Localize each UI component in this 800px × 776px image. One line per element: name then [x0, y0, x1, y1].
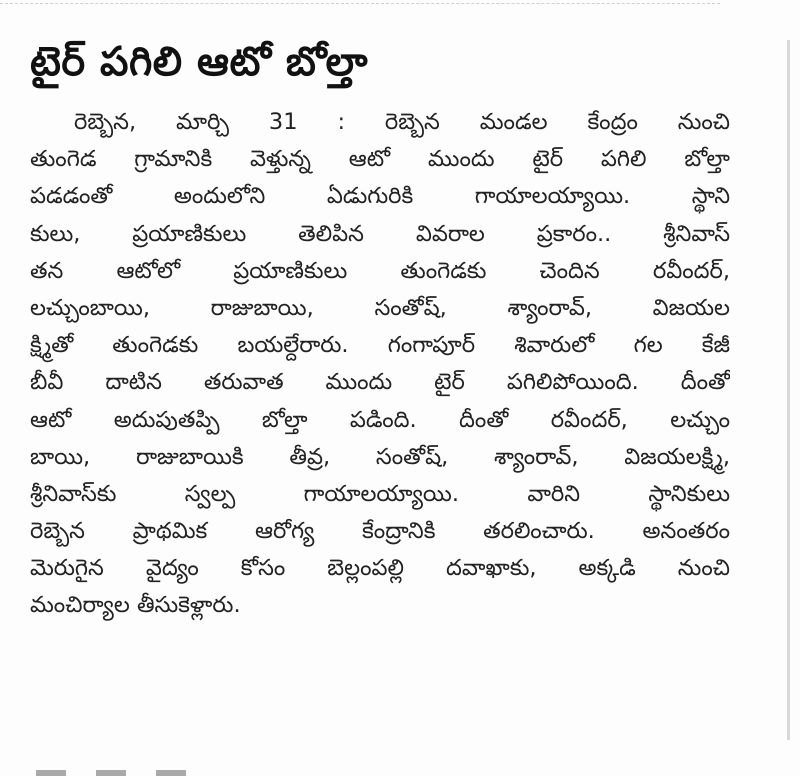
article-line: బీవీ దాటిన తరువాత ముందు టైర్ పగిలిపోయింది. దీంతో: [30, 369, 730, 396]
article-body: [30, 104, 730, 625]
right-border-rule: [787, 40, 790, 740]
article-line: క్ష్మితో తుంగెడకు బయల్దేరారు. గంగాపూర్ శివారులో గల కేజీ: [30, 332, 730, 359]
article-line: బాయి, రాజుబాయికి తీవ్ర, సంతోష్, శ్యాంరావ్, విజయలక్ష్మి,: [30, 443, 730, 470]
article-line: మెరుగైన వైద్యం కోసం బెల్లంపల్లి దవాఖాకు, అక్కడి నుంచి: [30, 555, 730, 582]
article-line: కులు, ప్రయాణికులు తెలిపిన వివరాల ప్రకారం.. శ్రీనివాస్: [30, 220, 730, 247]
article-line: ఆటో అదుపుతప్పి బోల్తా పడింది. దీంతో రవీందర్, లచ్చుం: [30, 406, 730, 433]
article-line: తన ఆటోలో ప్రయాణికులు తుంగెడకు చెందిన రవీందర్,: [30, 257, 730, 284]
news-article: [30, 30, 730, 625]
article-line: మంచిర్యాల తీసుకెళ్లారు.: [30, 592, 241, 619]
article-line: తుంగెడ గ్రామానికి వెళ్తున్న ఆటో ముందు టైర్ పగిలి బోల్తా: [30, 146, 730, 173]
next-article-fragment: [36, 770, 186, 776]
article-line: పడడంతో అందులోని ఏడుగురికి గాయాలయ్యాయి. స్థాని: [30, 183, 730, 210]
article-line: రెబ్బెన ప్రాథమిక ఆరోగ్య కేంద్రానికి తరలించారు. అనంతరం: [30, 518, 730, 545]
article-line: రెబ్బెన, మార్చి 31 : రెబ్బెన మండల కేంద్రం నుంచి: [74, 109, 730, 135]
article-line: లచ్చుంబాయి, రాజుబాయి, సంతోష్, శ్యాంరావ్, విజయల: [30, 294, 730, 321]
top-border-rule: [0, 0, 720, 4]
article-headline: టైర్ పగిలి ఆటో బోల్తా: [30, 39, 369, 85]
article-line: శ్రీనివాస్‌కు స్వల్ప గాయాలయ్యాయి. వారిని స్థానికులు: [30, 480, 730, 507]
